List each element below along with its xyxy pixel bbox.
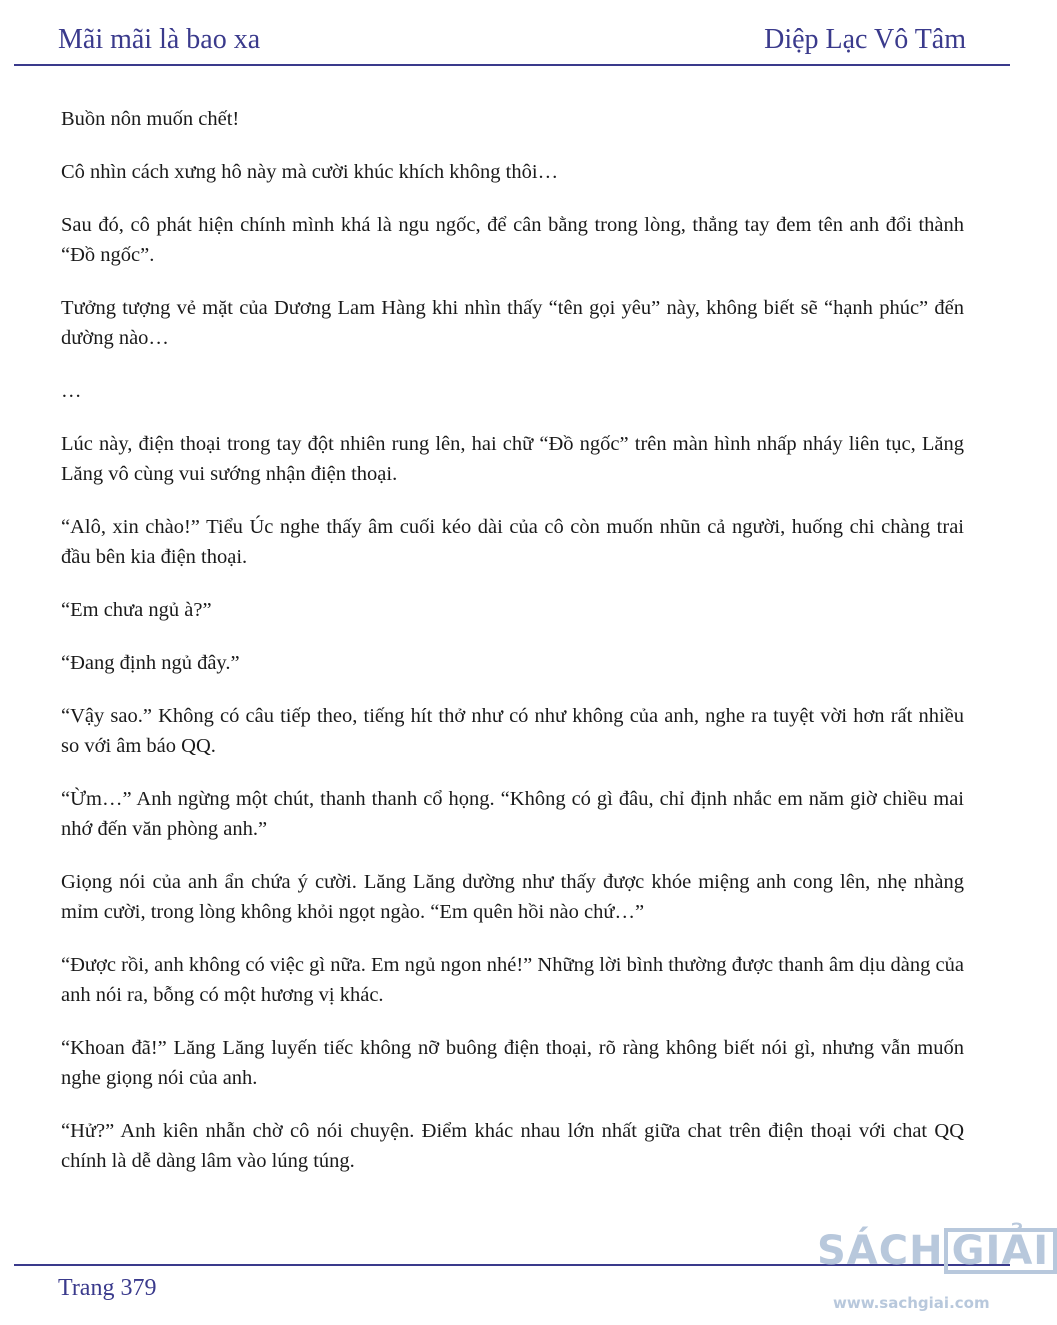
paragraph: “Khoan đã!” Lăng Lăng luyến tiếc không nỡ buông điện thoại, rõ ràng không biết nói gì, nhưng vẫn muốn nghe giọng nói của anh. (61, 1037, 964, 1089)
paragraph: “Đang định ngủ đây.” (61, 652, 240, 674)
paragraph: Lúc này, điện thoại trong tay đột nhiên rung lên, hai chữ “Đồ ngốc” trên màn hình nhấp nháy liên tục, Lăng Lăng vô cùng vui sướng nhận điện thoại. (61, 433, 964, 485)
paragraph: … (61, 380, 82, 402)
paragraph: Cô nhìn cách xưng hô này mà cười khúc khích không thôi… (61, 161, 559, 183)
paragraph: “Được rồi, anh không có việc gì nữa. Em ngủ ngon nhé!” Những lời bình thường được thanh âm dịu dàng của anh nói ra, bỗng có một hương vị khác. (61, 954, 964, 1006)
paragraph: Buồn nôn muốn chết! (61, 108, 240, 130)
watermark-logo-box: GIẢI (944, 1228, 1057, 1274)
paragraph: “Em chưa ngủ à?” (61, 599, 212, 621)
watermark-url: www.sachgiai.com (833, 1294, 990, 1312)
header-divider (14, 64, 1010, 66)
paragraph: Sau đó, cô phát hiện chính mình khá là ngu ngốc, để cân bằng trong lòng, thẳng tay đem tên anh đổi thành “Đồ ngốc”. (61, 214, 964, 266)
paragraph: Giọng nói của anh ẩn chứa ý cười. Lăng Lăng dường như thấy được khóe miệng anh cong lên, nhẹ nhàng mỉm cười, trong lòng không khỏi ngọt ngào. “Em quên hồi nào chứ…” (61, 871, 964, 923)
watermark-logo (817, 1228, 1057, 1274)
watermark-logo-text: SÁCH (817, 1228, 944, 1274)
paragraph: “Alô, xin chào!” Tiểu Úc nghe thấy âm cuối kéo dài của cô còn muốn nhũn cả người, huống chi chàng trai đầu bên kia điện thoại. (61, 516, 964, 568)
paragraph: “Ừm…” Anh ngừng một chút, thanh thanh cổ họng. “Không có gì đâu, chỉ định nhắc em năm giờ chiều mai nhớ đến văn phòng anh.” (61, 788, 964, 840)
paragraph: “Vậy sao.” Không có câu tiếp theo, tiếng hít thở như có như không của anh, nghe ra tuyệt vời hơn rất nhiều so với âm báo QQ. (61, 705, 964, 757)
page-body (61, 104, 964, 1199)
paragraph: “Hử?” Anh kiên nhẫn chờ cô nói chuyện. Điểm khác nhau lớn nhất giữa chat trên điện thoại với chat QQ chính là dễ dàng lâm vào lúng túng. (61, 1120, 964, 1172)
book-title: Mãi mãi là bao xa (58, 24, 261, 55)
author-name: Diệp Lạc Vô Tâm (764, 24, 966, 55)
page-number: Trang 379 (58, 1275, 157, 1301)
watermark (815, 1228, 1050, 1320)
paragraph: Tưởng tượng vẻ mặt của Dương Lam Hàng khi nhìn thấy “tên gọi yêu” này, không biết sẽ “hạnh phúc” đến dường nào… (61, 297, 964, 349)
